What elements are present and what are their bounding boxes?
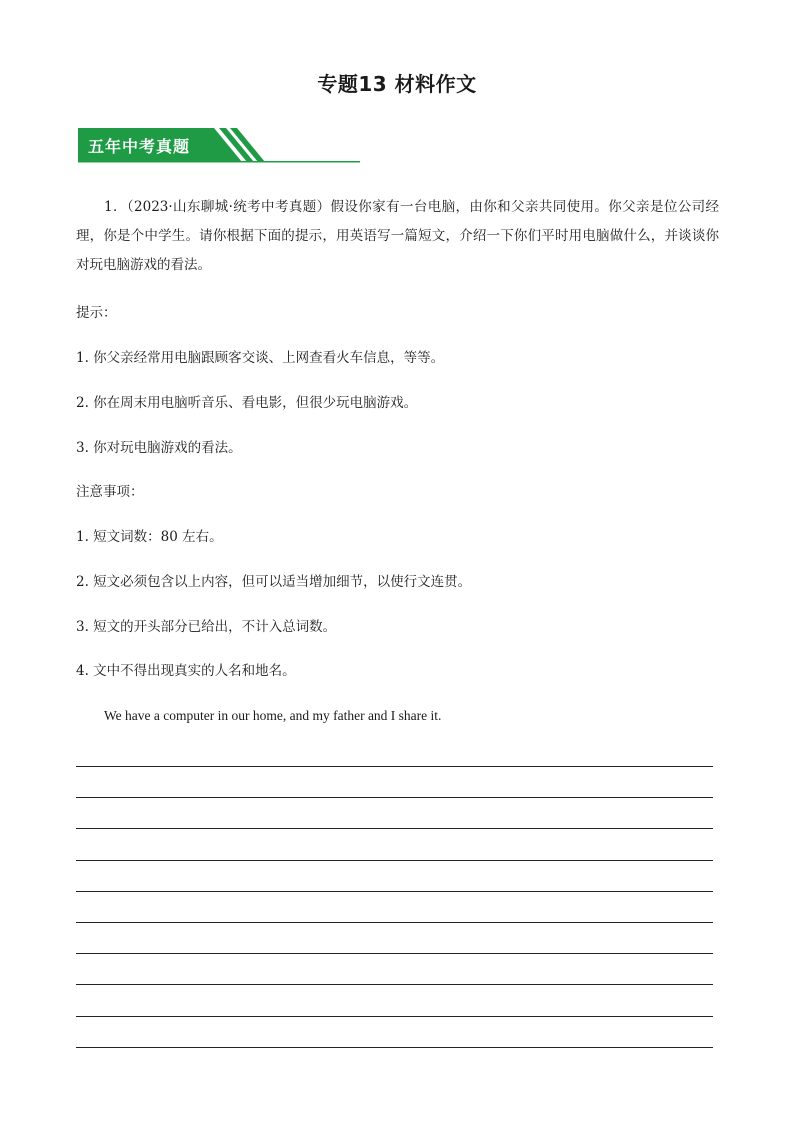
question-1 xyxy=(76,193,719,280)
answer-line xyxy=(76,1047,713,1048)
answer-line xyxy=(76,953,713,954)
note-item: 3. 短文的开头部分已给出，不计入总词数。 xyxy=(76,619,337,635)
answer-line xyxy=(76,766,713,767)
answer-line xyxy=(76,860,713,861)
hint-item: 3. 你对玩电脑游戏的看法。 xyxy=(76,440,242,456)
notes-label: 注意事项： xyxy=(76,484,144,500)
opening-sentence: We have a computer in our home, and my father and I share it. xyxy=(104,708,442,723)
question-source: （2023·山东聊城·统考中考真题） xyxy=(126,199,331,215)
question-prompt: 假设你家有一台电脑，由你和父亲共同使用。你父亲是位公司经理，你是个中学生。请你根据下面的提示，用英语写一篇短文，介绍一下你们平时用电脑做什么，并谈谈你对玩电脑游戏的看法。 xyxy=(76,199,720,273)
answer-line xyxy=(76,891,713,892)
answer-line xyxy=(76,1016,713,1017)
section-banner-label: 五年中考真题 xyxy=(88,137,191,156)
hints-label: 提示： xyxy=(76,305,117,321)
answer-line xyxy=(76,797,713,798)
hint-item: 2. 你在周末用电脑听音乐、看电影，但很少玩电脑游戏。 xyxy=(76,395,418,411)
page-title: 专题13 材料作文 xyxy=(317,72,477,96)
note-item: 1. 短文词数：80 左右。 xyxy=(76,529,223,545)
answer-line xyxy=(76,922,713,923)
question-number: 1． xyxy=(104,199,127,215)
note-item: 4. 文中不得出现真实的人名和地名。 xyxy=(76,663,296,679)
answer-line xyxy=(76,828,713,829)
hint-item: 1. 你父亲经常用电脑跟顾客交谈、上网查看火车信息，等等。 xyxy=(76,350,445,366)
note-item: 2. 短文必须包含以上内容，但可以适当增加细节，以使行文连贯。 xyxy=(76,574,472,590)
section-banner xyxy=(78,128,360,164)
answer-line xyxy=(76,984,713,985)
